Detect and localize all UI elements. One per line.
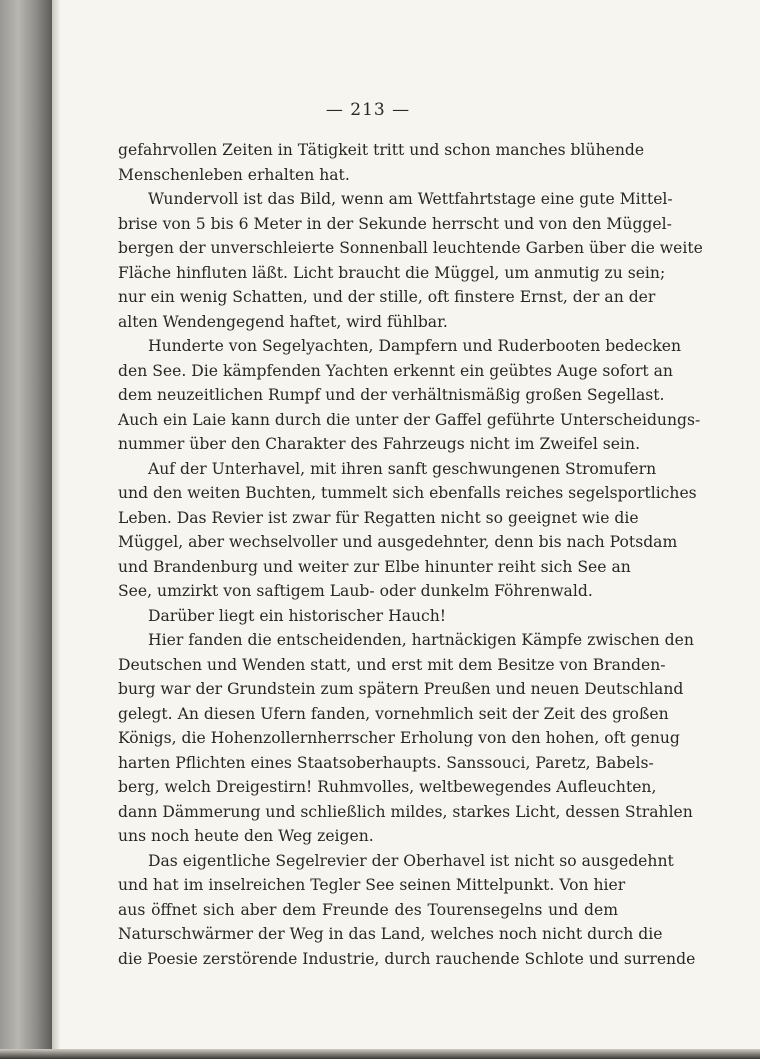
text-line: und Brandenburg und weiter zur Elbe hinunter reiht sich See an [118,557,631,576]
text-line: den See. Die kämpfenden Yachten erkennt ein geübtes Auge sofort an [118,361,673,380]
text-line: Fläche hinfluten läßt. Licht braucht die Müggel, um anmutig zu sein; [118,263,666,282]
text-line: dann Dämmerung und schließlich mildes, starkes Licht, dessen Strahlen [118,802,693,821]
page-number: — 213 — [325,100,411,120]
text-line: Darüber liegt ein historischer Hauch! [148,606,447,625]
text-line: burg war der Grundstein zum spätern Preußen und neuen Deutschland [118,680,684,698]
book-binding-shadow [0,0,52,1059]
text-line: Hunderte von Segelyachten, Dampfern und Ruderbooten bedecken [148,337,682,355]
text-line: brise von 5 bis 6 Meter in der Sekunde herrscht und von den Müggel- [118,214,672,233]
text-line: Deutschen und Wenden statt, und erst mit dem Besitze von Branden- [118,655,666,674]
text-line: gefahrvollen Zeiten in Tätigkeit tritt und schon manches blühende [118,141,645,159]
body-text [118,138,703,971]
text-line: Königs, die Hohenzollernherrscher Erholung von den hohen, oft genug [118,729,680,747]
text-line: Müggel, aber wechselvoller und ausgedehnter, denn bis nach Potsdam [118,533,678,551]
text-line: die Poesie zerstörende Industrie, durch rauchende Schlote und surrende [118,949,696,968]
text-line: Wundervoll ist das Bild, wenn am Wettfahrtstage eine gute Mittel- [148,190,673,208]
text-line: alten Wendengegend haftet, wird fühlbar. [118,312,448,331]
text-line: bergen der unverschleierte Sonnenball leuchtende Garben über die weite [118,239,703,257]
text-line: gelegt. An diesen Ufern fanden, vornehmlich seit der Zeit des großen [118,704,669,723]
text-line: Menschenleben erhalten hat. [118,165,350,184]
text-line: berg, welch Dreigestirn! Ruhmvolles, weltbewegendes Aufleuchten, [118,778,657,796]
text-line: Leben. Das Revier ist zwar für Regatten nicht so geeignet wie die [118,508,639,527]
text-line: Naturschwärmer der Weg in das Land, welches noch nicht durch die [118,925,663,943]
text-line: und den weiten Buchten, tummelt sich ebenfalls reiches segelsportliches [118,484,697,502]
text-line: Auf der Unterhavel, mit ihren sanft geschwungenen Stromufern [148,459,657,478]
text-line: dem neuzeitlichen Rumpf und der verhältnismäßig großen Segellast. [118,386,665,404]
text-line: und hat im inselreichen Tegler See seinen Mittelpunkt. Von hier [118,876,626,894]
text-line: uns noch heute den Weg zeigen. [118,827,374,845]
text-line: Das eigentliche Segelrevier der Oberhavel ist nicht so ausgedehnt [148,851,674,870]
text-line: aus öffnet sich aber dem Freunde des Tourensegelns und dem [118,900,618,919]
text-line: nur ein wenig Schatten, und der stille, oft finstere Ernst, der an der [118,288,656,306]
text-line: Auch ein Laie kann durch die unter der Gaffel geführte Unterscheidungs- [118,410,701,429]
text-line: Hier fanden die entscheidenden, hartnäckigen Kämpfe zwischen den [148,631,694,649]
page-bottom-edge [0,1049,760,1059]
text-line: See, umzirkt von saftigem Laub- oder dunkelm Föhrenwald. [118,582,593,600]
text-line: harten Pflichten eines Staatsoberhaupts. Sanssouci, Paretz, Babels- [118,753,654,772]
text-line: nummer über den Charakter des Fahrzeugs nicht im Zweifel sein. [118,435,641,453]
